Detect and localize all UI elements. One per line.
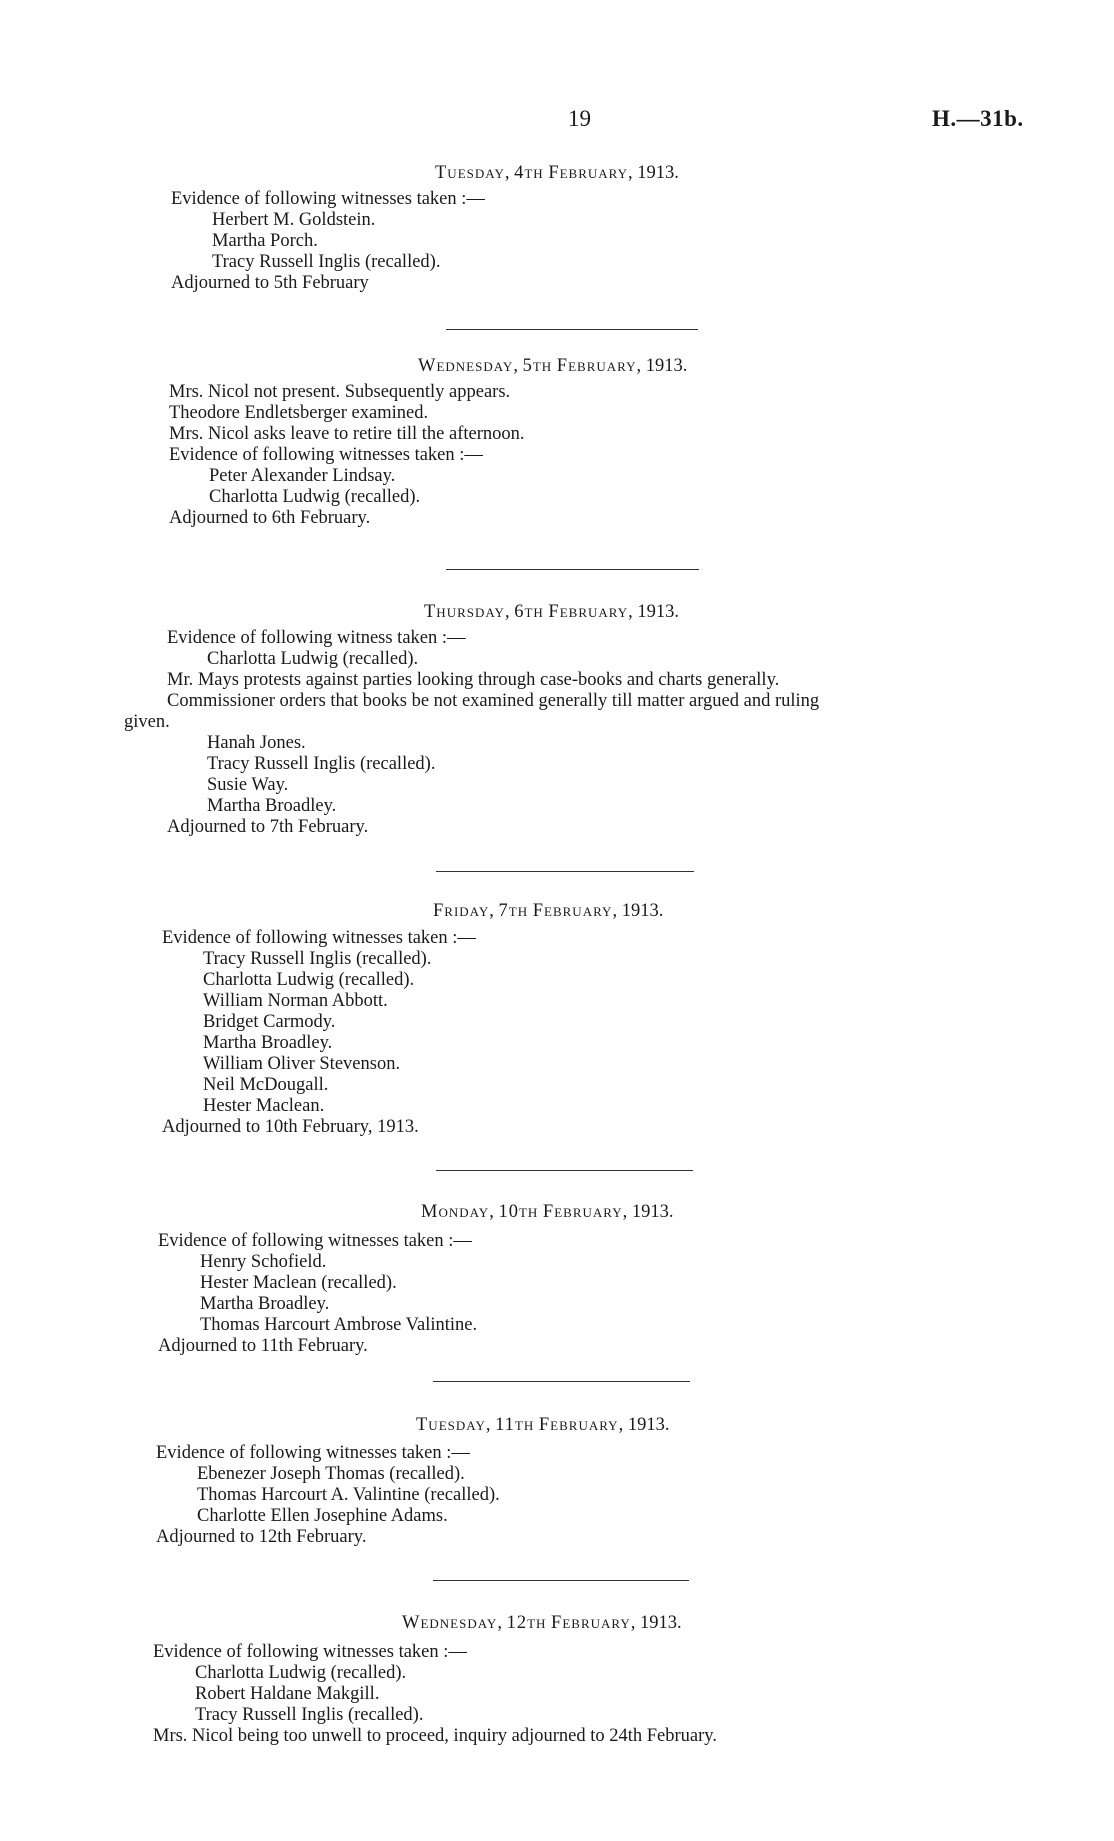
adjournment-line: Adjourned to 12th February. (156, 1527, 367, 1547)
section-line: Commissioner orders that books be not examined generally till matter argued and ruling (167, 691, 820, 711)
month: February (548, 602, 629, 622)
weekday: Tuesday (435, 163, 505, 183)
day: 7th (498, 901, 529, 921)
section-date-heading: Tuesday, 11th February, 1913. (416, 1415, 670, 1435)
day: 12th (506, 1613, 547, 1633)
year: 1913. (637, 602, 679, 622)
section-date-heading: Friday, 7th February, 1913. (433, 901, 664, 921)
adjournment-line: Adjourned to 10th February, 1913. (162, 1117, 419, 1137)
adjournment-line: Adjourned to 11th February. (158, 1336, 368, 1356)
witness-name: Ebenezer Joseph Thomas (recalled). (197, 1464, 465, 1484)
weekday: Monday (421, 1202, 490, 1222)
witness-name: Martha Broadley. (203, 1033, 333, 1053)
section-line: Evidence of following witnesses taken :— (158, 1231, 472, 1251)
document-reference: H.—31b. (932, 106, 1024, 131)
witness-name: Thomas Harcourt Ambrose Valintine. (200, 1315, 478, 1335)
day: 4th (514, 163, 544, 183)
section-line: Evidence of following witnesses taken :— (156, 1443, 470, 1463)
section-date-heading: Monday, 10th February, 1913. (421, 1202, 674, 1222)
weekday: Wednesday (418, 356, 514, 376)
witness-name: Hester Maclean. (203, 1096, 325, 1116)
witness-name: Tracy Russell Inglis (recalled). (203, 949, 432, 969)
witness-name: Herbert M. Goldstein. (212, 210, 376, 230)
section-divider (433, 1381, 690, 1382)
section-line: Mrs. Nicol not present. Subsequently appears. (169, 382, 511, 402)
section-divider (446, 329, 698, 330)
year: 1913. (637, 163, 679, 183)
witness-name: Susie Way. (207, 775, 289, 795)
witness-name: Charlotta Ludwig (recalled). (209, 487, 421, 507)
year: 1913. (640, 1613, 682, 1633)
section-line: Mrs. Nicol asks leave to retire till the afternoon. (169, 424, 525, 444)
section-line: Evidence of following witness taken :— (167, 628, 466, 648)
section-divider (433, 1580, 689, 1581)
month: February (556, 356, 637, 376)
adjournment-line: Adjourned to 5th February (171, 273, 369, 293)
month: February (542, 1202, 623, 1222)
year: 1913. (645, 356, 688, 376)
witness-name: Neil McDougall. (203, 1075, 329, 1095)
witness-name: Hanah Jones. (207, 733, 306, 753)
adjournment-line: Mrs. Nicol being too unwell to proceed, inquiry adjourned to 24th February. (153, 1726, 717, 1746)
month: February (548, 163, 629, 183)
section-date-heading: Tuesday, 4th February, 1913. (435, 163, 679, 183)
witness-name: Martha Porch. (212, 231, 318, 251)
witness-name: Charlotte Ellen Josephine Adams. (197, 1506, 448, 1526)
day: 10th (498, 1202, 539, 1222)
section-divider (446, 569, 699, 570)
witness-name: Martha Broadley. (200, 1294, 330, 1314)
witness-name: Charlotta Ludwig (recalled). (203, 970, 415, 990)
year: 1913. (631, 1202, 674, 1222)
witness-name: Hester Maclean (recalled). (200, 1273, 397, 1293)
month: February (551, 1613, 631, 1633)
adjournment-line: Adjourned to 6th February. (169, 508, 371, 528)
page-number: 19 (568, 106, 591, 131)
section-divider (436, 1170, 693, 1171)
day: 11th (495, 1415, 535, 1435)
section-date-heading: Wednesday, 5th February, 1913. (418, 356, 688, 376)
adjournment-line: Adjourned to 7th February. (167, 817, 369, 837)
witness-name: William Norman Abbott. (203, 991, 388, 1011)
weekday: Thursday (424, 602, 505, 622)
section-line: Evidence of following witnesses taken :— (169, 445, 483, 465)
month: February (538, 1415, 619, 1435)
section-line: Evidence of following witnesses taken :— (162, 928, 476, 948)
section-line: Mr. Mays protests against parties looking through case-books and charts generally. (167, 670, 780, 690)
witness-name: Robert Haldane Makgill. (195, 1684, 380, 1704)
witness-name: Martha Broadley. (207, 796, 337, 816)
section-date-heading: Wednesday, 12th February, 1913. (402, 1613, 682, 1633)
witness-name: Henry Schofield. (200, 1252, 327, 1272)
day: 5th (522, 356, 553, 376)
witness-name: Tracy Russell Inglis (recalled). (195, 1705, 424, 1725)
weekday: Friday (433, 901, 490, 921)
section-line: Evidence of following witnesses taken :— (153, 1642, 467, 1662)
section-date-heading: Thursday, 6th February, 1913. (424, 602, 679, 622)
weekday: Tuesday (416, 1415, 486, 1435)
section-divider (436, 871, 694, 872)
witness-name: Tracy Russell Inglis (recalled). (212, 252, 441, 272)
day: 6th (514, 602, 544, 622)
weekday: Wednesday (402, 1613, 498, 1633)
witness-name: Tracy Russell Inglis (recalled). (207, 754, 436, 774)
section-line: Theodore Endletsberger examined. (169, 403, 429, 423)
witness-name: William Oliver Stevenson. (203, 1054, 401, 1074)
witness-name: Thomas Harcourt A. Valintine (recalled). (197, 1485, 500, 1505)
section-line: Evidence of following witnesses taken :— (171, 189, 485, 209)
witness-name: Charlotta Ludwig (recalled). (207, 649, 419, 669)
year: 1913. (627, 1415, 670, 1435)
section-line: given. (124, 712, 170, 732)
witness-name: Peter Alexander Lindsay. (209, 466, 396, 486)
witness-name: Charlotta Ludwig (recalled). (195, 1663, 407, 1683)
year: 1913. (621, 901, 664, 921)
witness-name: Bridget Carmody. (203, 1012, 336, 1032)
month: February (532, 901, 613, 921)
